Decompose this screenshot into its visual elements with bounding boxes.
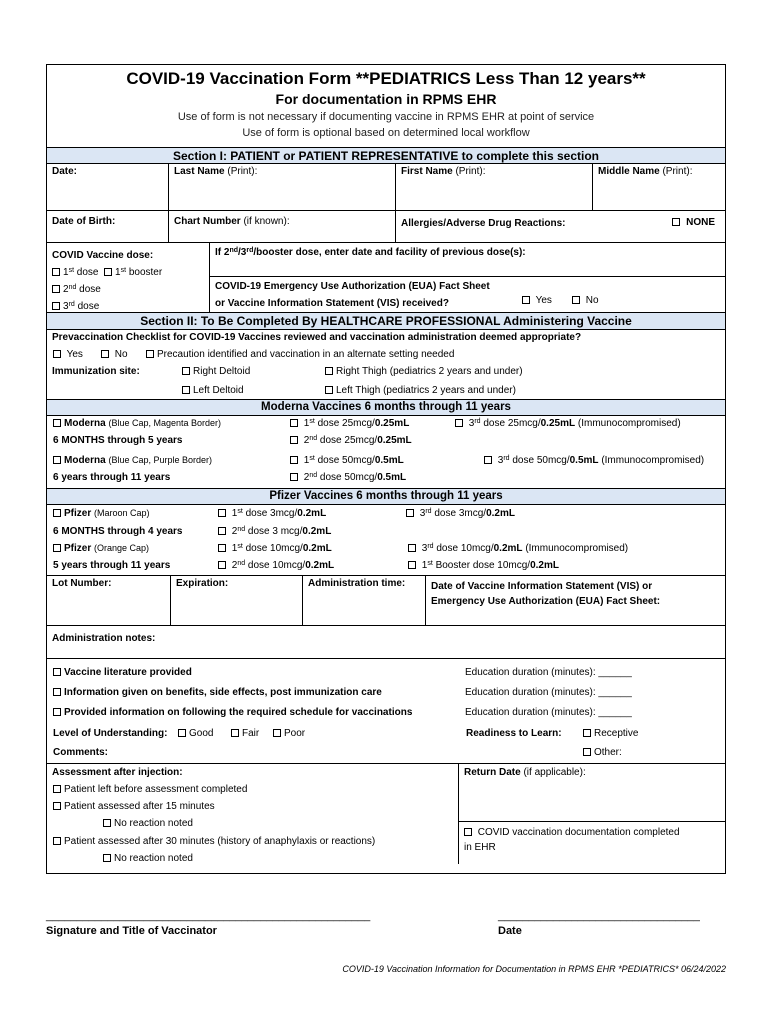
allergies-label: Allergies/Adverse Drug Reactions: [401, 218, 566, 229]
sup: st [120, 267, 127, 274]
right-deltoid-label: Right Deltoid [193, 366, 251, 377]
sup: rd [503, 455, 510, 462]
form-note-1: Use of form is not necessary if documenting vaccine in RPMS EHR at point of service [177, 111, 595, 123]
moderna-name: Moderna [64, 418, 106, 429]
pfizer-2-checkbox[interactable] [53, 544, 61, 552]
receptive-checkbox[interactable] [583, 729, 591, 737]
moderna-age-2: 6 years through 11 years [53, 472, 171, 483]
ehr-completed-option[interactable] [459, 822, 725, 858]
poor-checkbox[interactable] [273, 729, 281, 737]
fair-label: Fair [242, 728, 260, 739]
dob-row [47, 211, 725, 243]
immuno-note: (Immunocompromised) [601, 455, 705, 466]
dose-volume: 0.2mL [297, 508, 327, 519]
precaution-option[interactable] [146, 349, 454, 360]
eua-no-checkbox[interactable] [572, 296, 580, 304]
sup: rd [68, 301, 75, 308]
vis-date-field[interactable] [426, 576, 725, 625]
assessed-15-option[interactable] [53, 801, 215, 812]
ehr-line-1: COVID vaccination documentation completed [477, 827, 680, 838]
dose-word: dose [79, 284, 101, 295]
print-hint: (Print): [227, 166, 258, 177]
eua-no-option[interactable] [572, 295, 599, 306]
left-before-label: Patient left before assessment completed [64, 784, 248, 795]
prev-post: /booster dose, enter date and facility of previous dose(s): [253, 247, 526, 258]
covid-dose-cell [47, 243, 210, 312]
pfizer-10-dose-3[interactable]: 3rd dose 10mcg/0.2mL (Immunocompromised) [408, 543, 628, 554]
dose-text: dose 10mcg/ [247, 560, 306, 571]
precaution-checkbox[interactable] [146, 350, 154, 358]
eua-yes-option[interactable] [522, 295, 552, 306]
dose-3-checkbox[interactable] [52, 302, 60, 310]
right-thigh-option[interactable] [325, 366, 523, 377]
right-thigh-checkbox[interactable] [325, 367, 333, 375]
checklist-no-checkbox[interactable] [101, 350, 109, 358]
dose-volume: 0.5mL [377, 472, 407, 483]
precaution-label: Precaution identified and vaccination in an alternate setting needed [157, 349, 455, 360]
none-label: NONE [686, 217, 715, 228]
pfizer-product-2[interactable] [53, 543, 149, 554]
pfizer-3-dose-1[interactable]: 1st dose 3mcg/0.2mL [218, 508, 326, 519]
dose-text: dose 3mcg/ [245, 508, 298, 519]
assessed-15-checkbox[interactable] [53, 802, 61, 810]
sup: nd [68, 284, 77, 291]
left-deltoid-option[interactable] [182, 385, 244, 396]
education-block [47, 659, 725, 764]
first-name-field[interactable] [396, 164, 593, 210]
eua-line-2: or Vaccine Information Statement (VIS) received? [215, 298, 449, 309]
poor-option[interactable] [273, 728, 305, 739]
checkbox[interactable] [218, 509, 226, 517]
assessment-title: Assessment after injection: [52, 767, 183, 778]
sup: st [309, 455, 315, 462]
pfizer-header: Pfizer Vaccines 6 months through 11 years [47, 489, 725, 505]
moderna-50-dose-1[interactable]: 1st dose 50mcg/0.5mL [290, 455, 404, 466]
middle-name-field[interactable] [593, 164, 725, 210]
dose-2-checkbox[interactable] [52, 285, 60, 293]
moderna-50-dose-2[interactable]: 2nd dose 50mcg/0.5mL [290, 472, 406, 483]
moderna-25-dose-1[interactable]: 1st dose 25mcg/0.25mL [290, 418, 409, 429]
checkbox[interactable] [290, 436, 298, 444]
previous-dose-field[interactable] [210, 243, 725, 277]
literature-option[interactable] [53, 667, 192, 678]
sup: st [427, 560, 433, 567]
sup: nd [309, 435, 318, 442]
if-applicable-hint: (if applicable): [523, 767, 586, 778]
left-deltoid-label: Left Deltoid [193, 385, 244, 396]
admin-time-label: Administration time: [308, 578, 406, 589]
pfizer-age-1: 6 MONTHS through 4 years [53, 526, 183, 537]
right-deltoid-option[interactable] [182, 366, 250, 377]
ehr-completed-checkbox[interactable] [464, 828, 472, 836]
sup: rd [474, 418, 481, 425]
no-reaction-15-checkbox[interactable] [103, 819, 111, 827]
good-label: Good [189, 728, 214, 739]
literature-checkbox[interactable] [53, 668, 61, 676]
immuno-note: (Immunocompromised) [525, 543, 629, 554]
sup: nd [229, 247, 239, 254]
last-name-label: Last Name [174, 166, 225, 177]
covid-dose-label: COVID Vaccine dose: [52, 250, 154, 261]
sup: st [309, 418, 315, 425]
prev-pre: If 2 [215, 247, 230, 258]
none-option[interactable] [672, 217, 715, 228]
moderna-age-1: 6 MONTHS through 5 years [53, 435, 183, 446]
dose-volume: 0.2mL [302, 526, 332, 537]
sup: st [237, 508, 243, 515]
booster-number: 1 [115, 267, 121, 278]
checklist-block [47, 330, 725, 400]
assessed-30-checkbox[interactable] [53, 837, 61, 845]
moderna-50-dose-3[interactable]: 3rd dose 50mcg/0.5mL (Immunocompromised) [484, 455, 704, 466]
signature-line[interactable]: _____________________________________________________ [46, 910, 371, 922]
ehr-line-2: in EHR [464, 842, 496, 853]
lot-number-label: Lot Number: [52, 578, 112, 589]
dose-text: dose 10mcg/ [245, 543, 303, 554]
benefits-checkbox[interactable] [53, 688, 61, 696]
eua-yes-checkbox[interactable] [522, 296, 530, 304]
return-date-label: Return Date [464, 767, 521, 778]
pfizer-3-dose-2[interactable]: 2nd dose 3 mcg/0.2mL [218, 526, 331, 537]
lot-number-field[interactable] [47, 576, 171, 625]
pfizer-cap-2: (Orange Cap) [94, 543, 150, 553]
dose-text: dose 25mcg/ [317, 418, 375, 429]
sup: rd [246, 247, 254, 254]
checkbox[interactable] [408, 561, 416, 569]
checklist-yes-option[interactable] [53, 349, 83, 360]
admin-time-field[interactable] [303, 576, 426, 625]
assessed-30-option[interactable] [53, 836, 375, 847]
admin-notes-label: Administration notes: [52, 633, 156, 644]
eua-yes-label: Yes [535, 295, 552, 306]
receptive-label: Receptive [594, 728, 639, 739]
sup: st [68, 267, 75, 274]
pfizer-block [47, 505, 725, 576]
dose-text: dose 25mcg/ [483, 418, 541, 429]
poor-label: Poor [284, 728, 306, 739]
other-option[interactable] [583, 747, 622, 758]
print-hint: (Print): [455, 166, 486, 177]
section-2-header: Section II: To Be Completed By HEALTHCARE PROFESSIONAL Administering Vaccine [47, 313, 725, 330]
dose-volume: 0.25mL [540, 418, 576, 429]
vis-date-line-1: Date of Vaccine Information Statement (VIS) or [431, 581, 653, 592]
dose-row [47, 243, 725, 313]
checklist-no-label: No [114, 349, 128, 360]
dose-1-number: 1 [63, 267, 69, 278]
receptive-option[interactable] [583, 728, 638, 739]
right-deltoid-checkbox[interactable] [182, 367, 190, 375]
date-field[interactable] [47, 164, 169, 210]
immuno-note: (Immunocompromised) [577, 418, 681, 429]
no-reaction-30-checkbox[interactable] [103, 854, 111, 862]
dose-text: dose 3 mcg/ [247, 526, 303, 537]
schedule-label: Provided information on following the required schedule for vaccinations [64, 707, 413, 718]
checkbox[interactable] [290, 456, 298, 464]
dose-word: dose [77, 301, 100, 312]
dose-1-checkbox[interactable] [52, 268, 60, 276]
pfizer-10-dose-2[interactable]: 2nd dose 10mcg/0.2mL [218, 560, 334, 571]
return-date-cell [459, 764, 725, 864]
dose-word: dose [76, 267, 99, 278]
previous-dose-cell [210, 243, 725, 312]
date-label: Date: [52, 166, 78, 177]
good-checkbox[interactable] [178, 729, 186, 737]
dose-volume: 0.2mL [302, 543, 332, 554]
allergies-field[interactable] [396, 211, 725, 242]
dose-volume: 0.25mL [374, 418, 410, 429]
last-name-field[interactable] [169, 164, 396, 210]
dose-2-number: 2 [63, 284, 69, 295]
form-subtitle: For documentation in RPMS EHR [275, 91, 497, 107]
chart-number-field[interactable] [169, 211, 396, 242]
sup: nd [237, 560, 246, 567]
prev-mid: /3 [238, 247, 247, 258]
pfizer-cap-1: (Maroon Cap) [94, 508, 150, 518]
section-1-header: Section I: PATIENT or PATIENT REPRESENTATIVE to complete this section [47, 147, 725, 164]
immunization-site-label: Immunization site: [52, 366, 140, 377]
education-duration-3[interactable]: Education duration (minutes): ______ [465, 707, 632, 718]
date-line[interactable]: _________________________________ [498, 910, 700, 922]
checklist-yes-checkbox[interactable] [53, 350, 61, 358]
checkbox[interactable] [290, 473, 298, 481]
moderna-block [47, 416, 725, 489]
moderna-name: Moderna [64, 455, 106, 466]
pfizer-10-dose-1[interactable]: 1st dose 10mcg/0.2mL [218, 543, 332, 554]
dose-3-number: 3 [63, 301, 69, 312]
moderna-25-dose-3[interactable]: 3rd dose 25mcg/0.25mL (Immunocompromised) [455, 418, 681, 429]
dose-volume: 0.2mL [530, 560, 559, 571]
dose-text: dose 3mcg/ [434, 508, 487, 519]
fair-checkbox[interactable] [231, 729, 239, 737]
admin-row [47, 576, 725, 626]
dose-volume: 0.2mL [486, 508, 515, 519]
dose-volume: 0.2mL [305, 560, 335, 571]
dose-1-line[interactable] [52, 264, 204, 281]
moderna-cap-2: (Blue Cap, Purple Border) [108, 455, 213, 465]
checklist-yes-label: Yes [66, 349, 83, 360]
assessed-15-label: Patient assessed after 15 minutes [64, 801, 215, 812]
education-duration-2[interactable]: Education duration (minutes): ______ [465, 687, 632, 698]
moderna-product-1[interactable] [53, 418, 221, 429]
middle-name-label: Middle Name [598, 166, 660, 177]
dose-volume: 0.5mL [374, 455, 404, 466]
signature-label: Signature and Title of Vaccinator [46, 925, 217, 937]
if-known-hint: (if known): [243, 216, 290, 227]
pfizer-product-1[interactable] [53, 508, 150, 519]
readiness-label: Readiness to Learn: [466, 728, 562, 739]
booster-word: booster [128, 267, 163, 278]
eua-question [210, 277, 725, 313]
admin-notes-field[interactable] [47, 626, 725, 659]
education-duration-1[interactable]: Education duration (minutes): ______ [465, 667, 632, 678]
sup: nd [237, 526, 246, 533]
pfizer-name: Pfizer [64, 508, 92, 519]
understanding-label: Level of Understanding: [53, 728, 168, 739]
pfizer-name: Pfizer [64, 543, 92, 554]
expiration-field[interactable] [171, 576, 303, 625]
none-checkbox[interactable] [672, 218, 680, 226]
return-date-field[interactable] [459, 764, 725, 822]
fair-option[interactable] [231, 728, 259, 739]
moderna-cap-1: (Blue Cap, Magenta Border) [108, 418, 222, 428]
dose-volume: 0.25mL [377, 435, 412, 446]
dob-field[interactable] [47, 211, 169, 242]
form-header [47, 65, 725, 147]
no-reaction-15-option[interactable] [103, 818, 193, 829]
good-option[interactable] [178, 728, 213, 739]
no-reaction-label: No reaction noted [114, 853, 193, 864]
pfizer-booster[interactable]: 1st Booster dose 10mcg/0.2mL [408, 560, 559, 571]
form-title: COVID-19 Vaccination Form **PEDIATRICS Less Than 12 years** [126, 69, 646, 88]
checkbox[interactable] [290, 419, 298, 427]
moderna-1-checkbox[interactable] [53, 419, 61, 427]
moderna-2-checkbox[interactable] [53, 456, 61, 464]
moderna-header: Moderna Vaccines 6 months through 11 years [47, 400, 725, 416]
other-checkbox[interactable] [583, 748, 591, 756]
checkbox[interactable] [484, 456, 492, 464]
vis-date-line-2: Emergency Use Authorization (EUA) Fact Sheet: [431, 596, 661, 607]
literature-label: Vaccine literature provided [64, 667, 192, 678]
eua-line-1: COVID-19 Emergency Use Authorization (EUA) Fact Sheet [215, 281, 490, 292]
checkbox[interactable] [218, 561, 226, 569]
benefits-label: Information given on benefits, side effects, post immunization care [64, 687, 382, 698]
footer-text: COVID-19 Vaccination Information for Documentation in RPMS EHR *PEDIATRICS* 06/24/2022 [342, 964, 726, 974]
benefits-option[interactable] [53, 687, 382, 698]
schedule-checkbox[interactable] [53, 708, 61, 716]
dose-text: dose 50mcg/ [317, 455, 375, 466]
checkbox[interactable] [455, 419, 463, 427]
left-thigh-label: Left Thigh (pediatrics 2 years and under) [336, 385, 516, 396]
sup: rd [425, 508, 432, 515]
vaccination-form [46, 64, 726, 874]
checkbox[interactable] [408, 544, 416, 552]
assessment-row [47, 764, 725, 864]
checklist-question: Prevaccination Checklist for COVID-19 Vaccines reviewed and vaccination administration deemed appropriate? [52, 332, 582, 343]
checklist-no-option[interactable] [101, 349, 128, 360]
checkbox[interactable] [218, 527, 226, 535]
dose-text: dose 25mcg/ [319, 435, 378, 446]
eua-no-label: No [585, 295, 599, 306]
checkbox[interactable] [406, 509, 414, 517]
moderna-25-dose-2[interactable]: 2nd dose 25mcg/0.25mL [290, 435, 412, 446]
print-hint: (Print): [662, 166, 693, 177]
expiration-label: Expiration: [176, 578, 229, 589]
form-note-2: Use of form is optional based on determined local workflow [242, 127, 530, 139]
moderna-product-2[interactable] [53, 455, 212, 466]
pfizer-3-dose-3[interactable]: 3rd dose 3mcg/0.2mL [406, 508, 515, 519]
other-label: Other: [594, 747, 622, 758]
assessed-30-label: Patient assessed after 30 minutes (history of anaphylaxis or reactions) [64, 836, 376, 847]
assessment-cell [47, 764, 459, 864]
left-thigh-checkbox[interactable] [325, 386, 333, 394]
dob-label: Date of Birth: [52, 216, 116, 227]
no-reaction-30-option[interactable] [103, 853, 193, 864]
pfizer-age-2: 5 years through 11 years [53, 560, 171, 571]
left-thigh-option[interactable] [325, 385, 516, 396]
dose-text: Booster dose 10mcg/ [435, 560, 531, 571]
dose-text: dose 10mcg/ [436, 543, 494, 554]
dose-volume: 0.5mL [569, 455, 599, 466]
left-deltoid-checkbox[interactable] [182, 386, 190, 394]
checkbox[interactable] [218, 544, 226, 552]
dose-2-line[interactable] [52, 281, 204, 298]
pfizer-1-checkbox[interactable] [53, 509, 61, 517]
no-reaction-label: No reaction noted [114, 818, 193, 829]
left-before-option[interactable] [53, 784, 247, 795]
schedule-option[interactable] [53, 707, 412, 718]
first-name-label: First Name [401, 166, 453, 177]
left-before-checkbox[interactable] [53, 785, 61, 793]
patient-name-row [47, 164, 725, 211]
booster-1-checkbox[interactable] [104, 268, 112, 276]
chart-number-label: Chart Number [174, 216, 241, 227]
sup: nd [309, 472, 318, 479]
dose-text: dose 50mcg/ [512, 455, 570, 466]
dose-text: dose 50mcg/ [319, 472, 378, 483]
sup: st [237, 543, 243, 550]
comments-label: Comments: [53, 747, 109, 758]
date-label: Date [498, 925, 522, 937]
right-thigh-label: Right Thigh (pediatrics 2 years and under) [336, 366, 523, 377]
sup: rd [427, 543, 434, 550]
dose-volume: 0.2mL [493, 543, 523, 554]
